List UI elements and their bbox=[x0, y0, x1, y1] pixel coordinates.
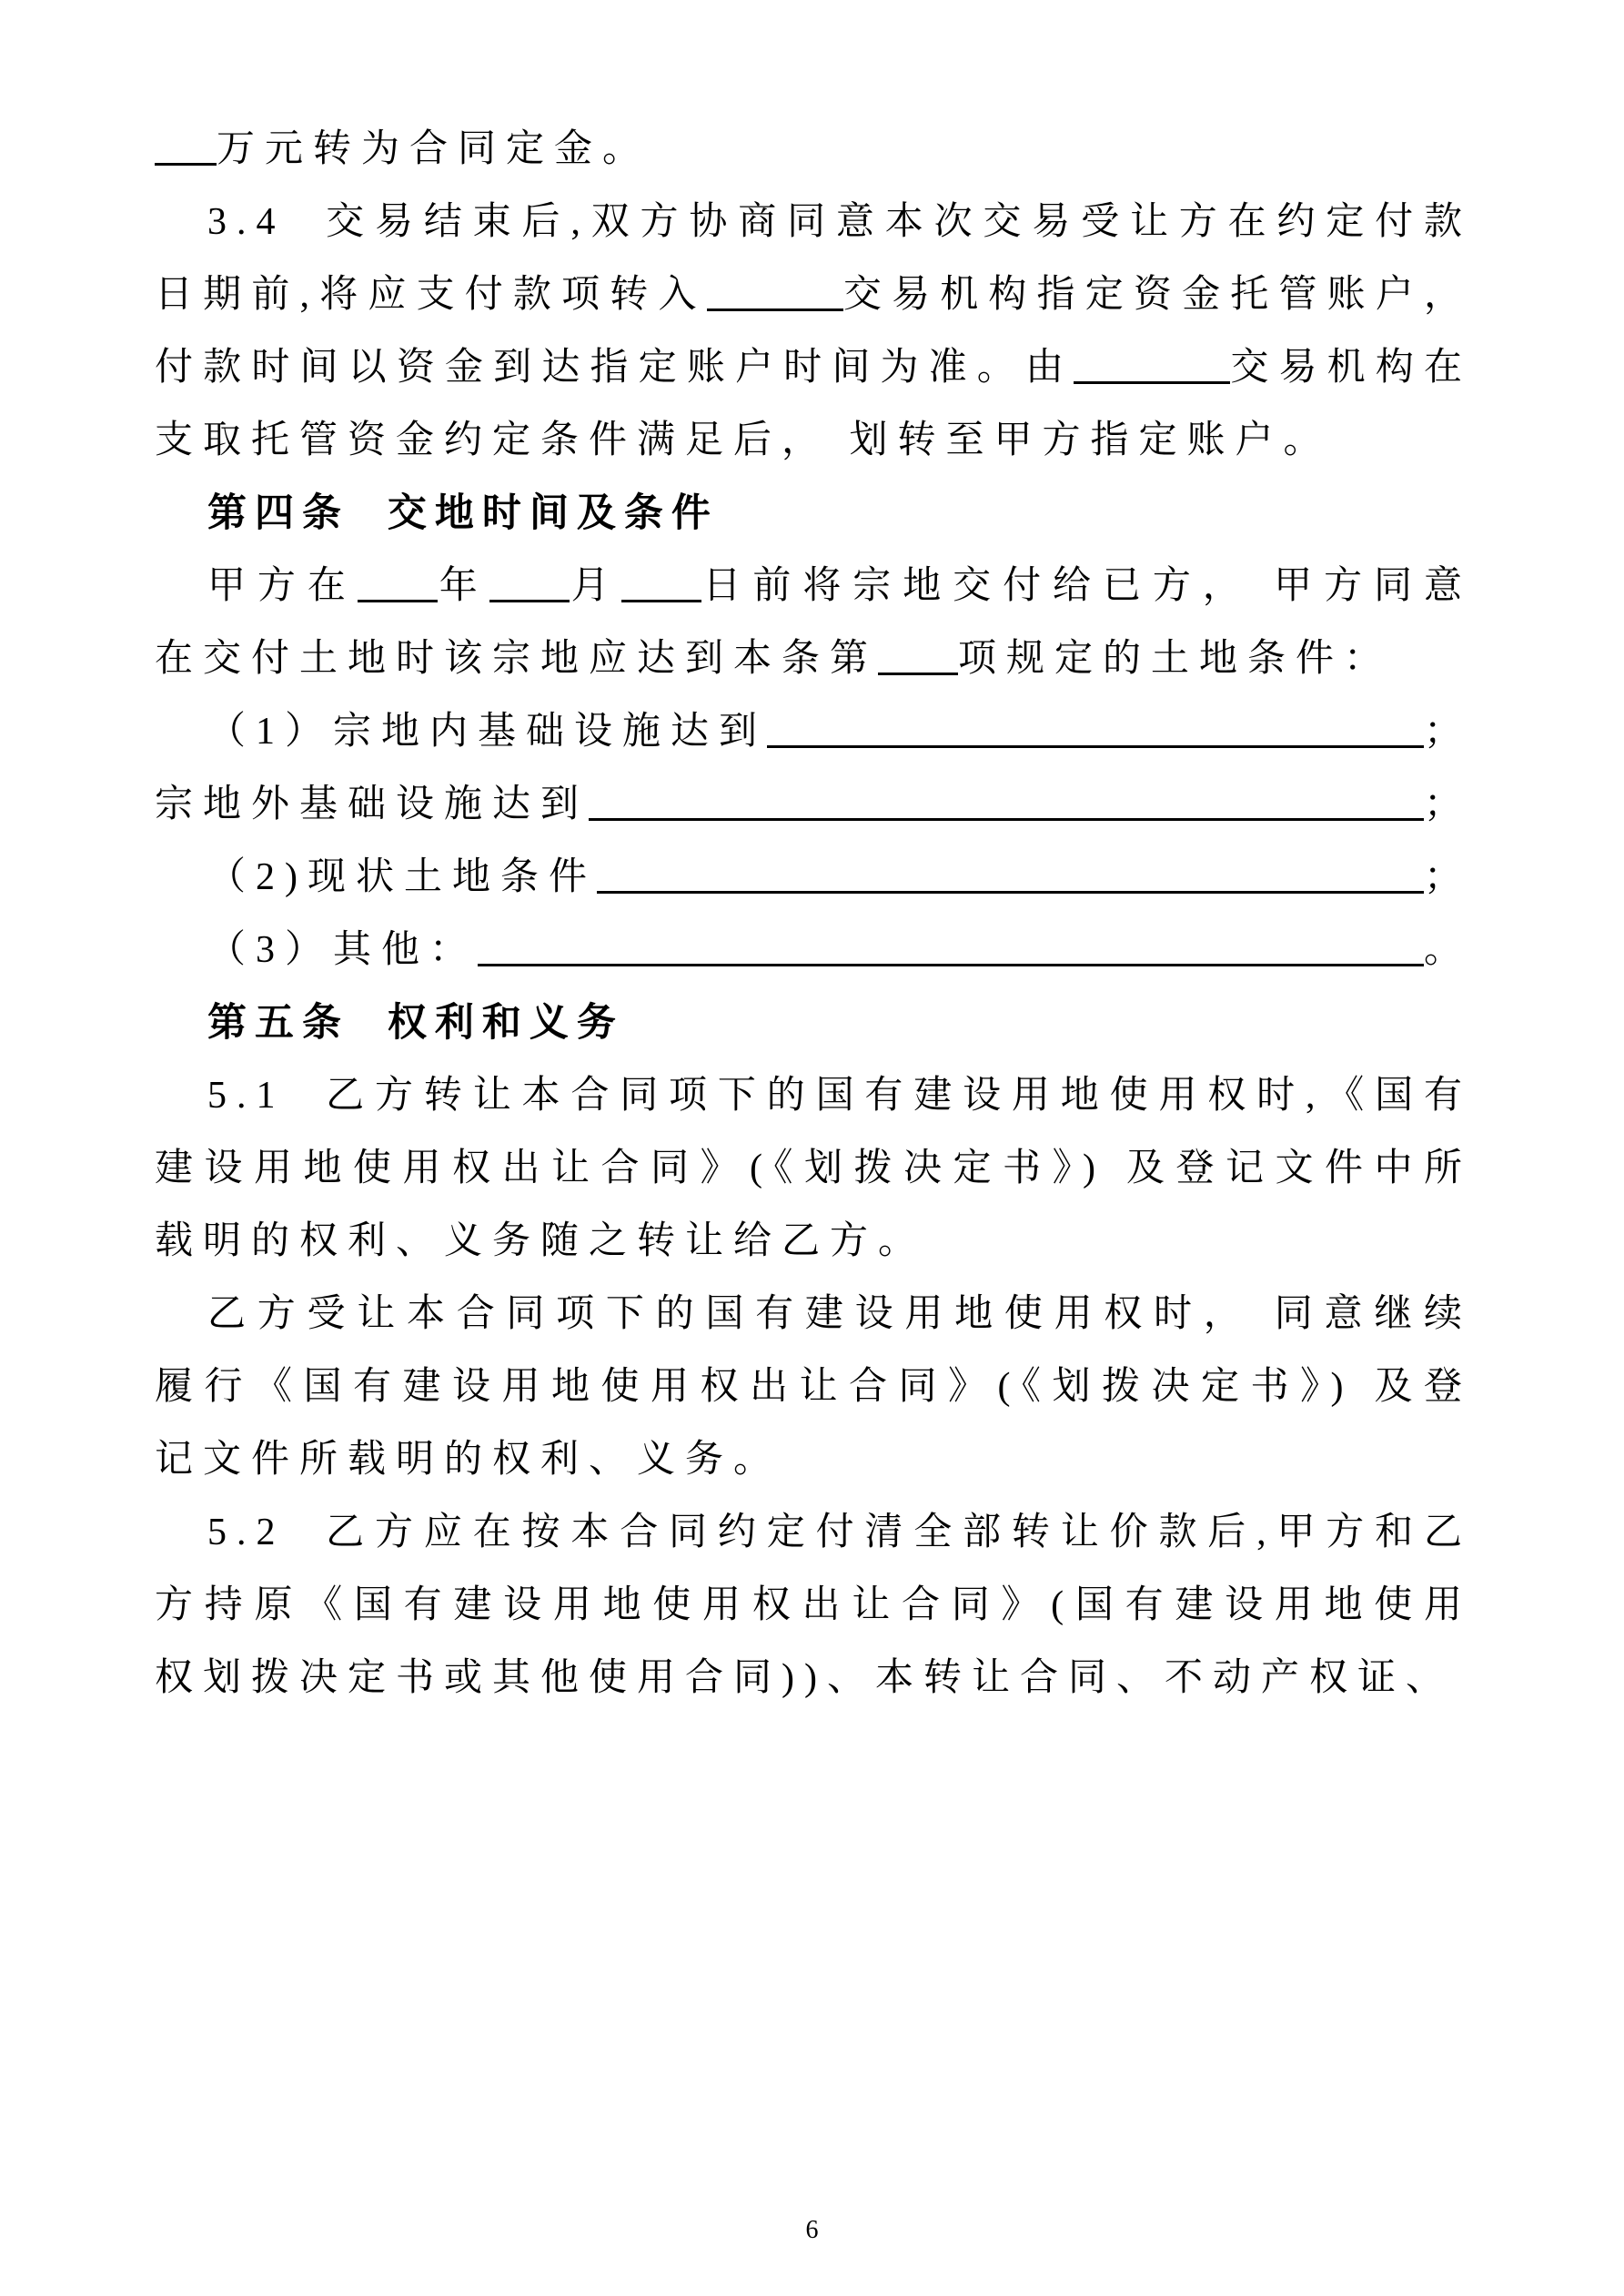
text-run: 年 bbox=[437, 565, 489, 607]
blank-field bbox=[358, 600, 438, 602]
paragraph-land-delivery bbox=[155, 550, 1472, 695]
blank-field bbox=[621, 600, 701, 602]
item-text: （1）宗地内基础设施达到 bbox=[207, 711, 768, 753]
blank-field bbox=[155, 163, 217, 166]
blank-field bbox=[589, 818, 1424, 821]
paragraph-clause-3-4 bbox=[155, 186, 1472, 477]
item-3-line bbox=[155, 914, 1472, 986]
item-1-line-2 bbox=[155, 768, 1472, 841]
text-run: 月 bbox=[569, 565, 621, 607]
blank-field bbox=[707, 308, 843, 311]
text-run: 甲方在 bbox=[207, 565, 358, 607]
text-run: 日前将宗地交付给已方， 甲方同意在交付土地时该宗地应达到本条第 bbox=[155, 565, 1472, 680]
heading-article-5: 第五条 权利和义务 bbox=[207, 1001, 624, 1045]
text-run: 3.4 交易结束后,双方协商同意本次交易受让方在约定付款日期前,将应支付款项转入 bbox=[155, 201, 1472, 316]
paragraph-clause-5-1-continued: 乙方受让本合同项下的国有建设用地使用权时， 同意继续履行《国有建设用地使用权出让合同》(《划拨决定书》) 及登记文件所载明的权利、义务。 bbox=[155, 1293, 1472, 1481]
item-text: （2)现状土地条件 bbox=[207, 856, 597, 898]
paragraph-clause-5-2: 5.2 乙方应在按本合同约定付清全部转让价款后,甲方和乙方持原《国有建设用地使用权出让合同》(国有建设用地使用权划拨决定书或其他使用合同))、本转让合同、不动产权证、 bbox=[155, 1512, 1472, 1699]
blank-field bbox=[1074, 381, 1230, 384]
text-run: 交易机构指定资金托管账户， 付款时间以资金到达指定账户时间为准。由 bbox=[155, 274, 1472, 389]
text-run: 万元转为合同定金。 bbox=[217, 128, 651, 170]
item-punctuation: ； bbox=[1423, 784, 1472, 825]
page-number: 6 bbox=[805, 2216, 819, 2244]
blank-field bbox=[597, 891, 1424, 894]
heading-article-4: 第四条 交地时间及条件 bbox=[207, 491, 719, 535]
item-text: （3）其他： bbox=[207, 929, 479, 971]
text-run: 交易机构在支取托管资金约定条件满足后， 划转至甲方指定账户。 bbox=[155, 347, 1472, 461]
item-2-line bbox=[155, 841, 1472, 914]
blank-field bbox=[489, 600, 570, 602]
item-punctuation: ； bbox=[1423, 711, 1472, 753]
blank-field bbox=[878, 673, 958, 675]
paragraph-clause-5-1: 5.1 乙方转让本合同项下的国有建设用地使用权时,《国有建设用地使用权出让合同》(《划拨决定书》) 及登记文件中所载明的权利、义务随之转让给乙方。 bbox=[155, 1075, 1472, 1262]
item-1-line-1 bbox=[155, 695, 1472, 768]
paragraph-continuation bbox=[155, 113, 1472, 186]
blank-field bbox=[478, 964, 1424, 966]
item-text: 宗地外基础设施达到 bbox=[155, 784, 590, 825]
item-punctuation: ； bbox=[1423, 856, 1472, 898]
text-run: 项规定的土地条件： bbox=[958, 638, 1393, 680]
item-punctuation: 。 bbox=[1423, 929, 1472, 971]
blank-field bbox=[767, 745, 1424, 748]
